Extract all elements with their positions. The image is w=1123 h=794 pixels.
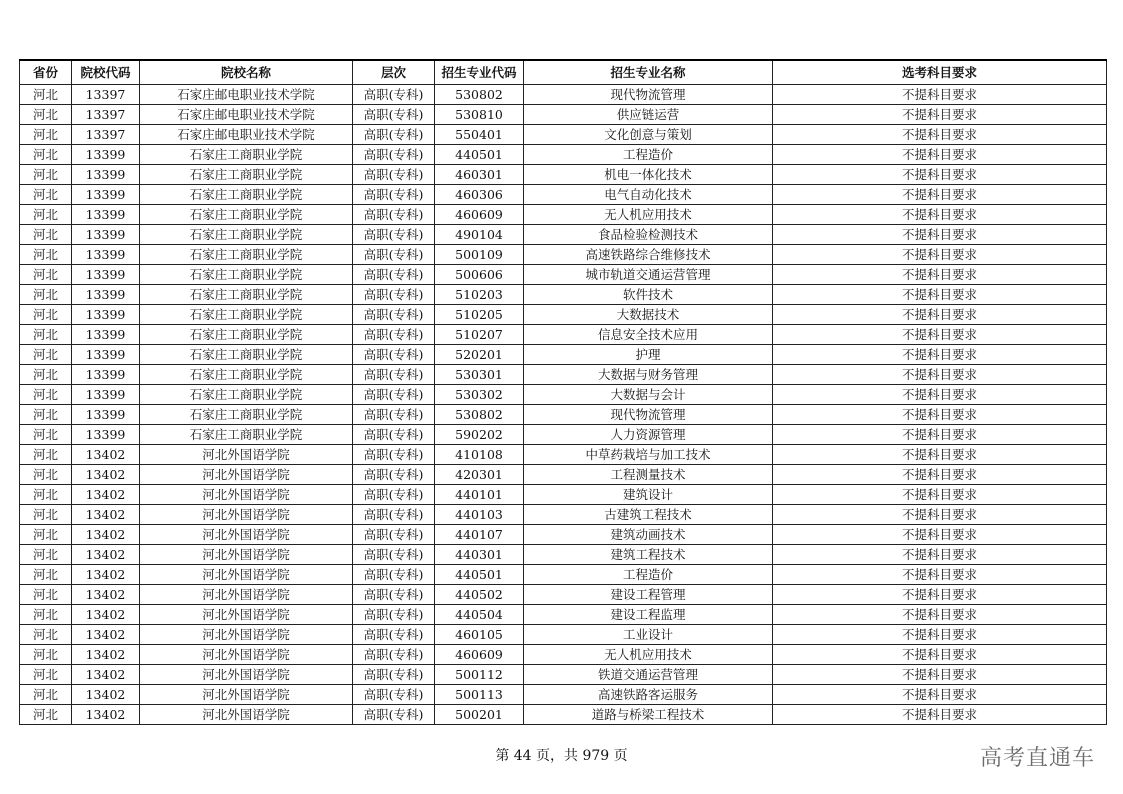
cell-major-code: 500606 bbox=[435, 265, 524, 285]
cell-major-name: 食品检验检测技术 bbox=[524, 225, 773, 245]
cell-major-code: 500113 bbox=[435, 685, 524, 705]
table-row bbox=[20, 565, 1107, 585]
cell-subject-requirement: 不提科目要求 bbox=[773, 85, 1107, 105]
cell-major-code: 550401 bbox=[435, 125, 524, 145]
table-row bbox=[20, 165, 1107, 185]
cell-level: 高职(专科) bbox=[353, 705, 435, 725]
table-row bbox=[20, 525, 1107, 545]
table-row bbox=[20, 205, 1107, 225]
cell-level: 高职(专科) bbox=[353, 365, 435, 385]
cell-subject-requirement: 不提科目要求 bbox=[773, 405, 1107, 425]
cell-school-code: 13399 bbox=[72, 385, 140, 405]
table-row bbox=[20, 185, 1107, 205]
cell-school-code: 13399 bbox=[72, 165, 140, 185]
table-row bbox=[20, 145, 1107, 165]
cell-school-code: 13397 bbox=[72, 85, 140, 105]
cell-school-code: 13402 bbox=[72, 645, 140, 665]
cell-subject-requirement: 不提科目要求 bbox=[773, 565, 1107, 585]
header-school-code: 院校代码 bbox=[72, 60, 140, 85]
table-row bbox=[20, 245, 1107, 265]
cell-major-code: 440504 bbox=[435, 605, 524, 625]
cell-major-name: 高速铁路综合维修技术 bbox=[524, 245, 773, 265]
cell-major-code: 530802 bbox=[435, 405, 524, 425]
cell-level: 高职(专科) bbox=[353, 245, 435, 265]
cell-level: 高职(专科) bbox=[353, 345, 435, 365]
cell-subject-requirement: 不提科目要求 bbox=[773, 185, 1107, 205]
cell-major-name: 供应链运营 bbox=[524, 105, 773, 125]
cell-major-code: 500201 bbox=[435, 705, 524, 725]
cell-province: 河北 bbox=[20, 665, 72, 685]
cell-major-name: 工业设计 bbox=[524, 625, 773, 645]
cell-school-name: 石家庄工商职业学院 bbox=[140, 245, 353, 265]
cell-subject-requirement: 不提科目要求 bbox=[773, 705, 1107, 725]
cell-major-code: 460105 bbox=[435, 625, 524, 645]
header-major-code: 招生专业代码 bbox=[435, 60, 524, 85]
cell-province: 河北 bbox=[20, 545, 72, 565]
cell-major-code: 440107 bbox=[435, 525, 524, 545]
cell-school-name: 石家庄工商职业学院 bbox=[140, 425, 353, 445]
table-row bbox=[20, 645, 1107, 665]
cell-school-code: 13399 bbox=[72, 345, 140, 365]
cell-school-name: 石家庄工商职业学院 bbox=[140, 225, 353, 245]
admissions-table bbox=[19, 59, 1107, 725]
cell-level: 高职(专科) bbox=[353, 325, 435, 345]
cell-major-code: 530302 bbox=[435, 385, 524, 405]
table-row bbox=[20, 325, 1107, 345]
cell-school-name: 河北外国语学院 bbox=[140, 665, 353, 685]
cell-level: 高职(专科) bbox=[353, 465, 435, 485]
cell-major-name: 现代物流管理 bbox=[524, 405, 773, 425]
table-header bbox=[20, 60, 1107, 85]
cell-subject-requirement: 不提科目要求 bbox=[773, 225, 1107, 245]
cell-level: 高职(专科) bbox=[353, 685, 435, 705]
cell-province: 河北 bbox=[20, 605, 72, 625]
cell-school-code: 13402 bbox=[72, 625, 140, 645]
cell-school-code: 13399 bbox=[72, 225, 140, 245]
cell-province: 河北 bbox=[20, 445, 72, 465]
table-row bbox=[20, 625, 1107, 645]
cell-province: 河北 bbox=[20, 425, 72, 445]
cell-school-name: 河北外国语学院 bbox=[140, 645, 353, 665]
cell-level: 高职(专科) bbox=[353, 105, 435, 125]
cell-major-name: 道路与桥梁工程技术 bbox=[524, 705, 773, 725]
cell-province: 河北 bbox=[20, 485, 72, 505]
cell-subject-requirement: 不提科目要求 bbox=[773, 685, 1107, 705]
cell-province: 河北 bbox=[20, 385, 72, 405]
cell-school-code: 13397 bbox=[72, 125, 140, 145]
table-row bbox=[20, 465, 1107, 485]
cell-school-name: 河北外国语学院 bbox=[140, 485, 353, 505]
cell-school-name: 石家庄工商职业学院 bbox=[140, 285, 353, 305]
cell-school-name: 河北外国语学院 bbox=[140, 545, 353, 565]
cell-school-code: 13399 bbox=[72, 185, 140, 205]
cell-subject-requirement: 不提科目要求 bbox=[773, 665, 1107, 685]
cell-school-code: 13402 bbox=[72, 465, 140, 485]
cell-school-name: 河北外国语学院 bbox=[140, 705, 353, 725]
cell-subject-requirement: 不提科目要求 bbox=[773, 385, 1107, 405]
cell-school-code: 13402 bbox=[72, 585, 140, 605]
cell-school-code: 13399 bbox=[72, 205, 140, 225]
cell-level: 高职(专科) bbox=[353, 525, 435, 545]
header-major-name: 招生专业名称 bbox=[524, 60, 773, 85]
cell-school-code: 13402 bbox=[72, 445, 140, 465]
cell-province: 河北 bbox=[20, 585, 72, 605]
cell-school-name: 石家庄工商职业学院 bbox=[140, 345, 353, 365]
cell-major-code: 420301 bbox=[435, 465, 524, 485]
cell-subject-requirement: 不提科目要求 bbox=[773, 145, 1107, 165]
cell-province: 河北 bbox=[20, 685, 72, 705]
cell-major-code: 510205 bbox=[435, 305, 524, 325]
header-subject-requirement: 选考科目要求 bbox=[773, 60, 1107, 85]
cell-school-code: 13399 bbox=[72, 265, 140, 285]
cell-school-name: 石家庄工商职业学院 bbox=[140, 385, 353, 405]
cell-level: 高职(专科) bbox=[353, 405, 435, 425]
cell-level: 高职(专科) bbox=[353, 145, 435, 165]
cell-major-code: 460306 bbox=[435, 185, 524, 205]
cell-province: 河北 bbox=[20, 85, 72, 105]
cell-province: 河北 bbox=[20, 225, 72, 245]
header-province: 省份 bbox=[20, 60, 72, 85]
cell-subject-requirement: 不提科目要求 bbox=[773, 425, 1107, 445]
cell-school-name: 石家庄工商职业学院 bbox=[140, 405, 353, 425]
table-row bbox=[20, 665, 1107, 685]
cell-level: 高职(专科) bbox=[353, 505, 435, 525]
header-row bbox=[20, 60, 1107, 85]
cell-major-name: 机电一体化技术 bbox=[524, 165, 773, 185]
cell-major-name: 建筑工程技术 bbox=[524, 545, 773, 565]
cell-school-code: 13399 bbox=[72, 285, 140, 305]
cell-subject-requirement: 不提科目要求 bbox=[773, 245, 1107, 265]
cell-school-name: 河北外国语学院 bbox=[140, 605, 353, 625]
table-row bbox=[20, 585, 1107, 605]
cell-school-name: 河北外国语学院 bbox=[140, 585, 353, 605]
cell-province: 河北 bbox=[20, 185, 72, 205]
cell-subject-requirement: 不提科目要求 bbox=[773, 265, 1107, 285]
table-row bbox=[20, 125, 1107, 145]
cell-school-name: 石家庄工商职业学院 bbox=[140, 265, 353, 285]
cell-subject-requirement: 不提科目要求 bbox=[773, 445, 1107, 465]
cell-subject-requirement: 不提科目要求 bbox=[773, 465, 1107, 485]
table-row bbox=[20, 305, 1107, 325]
cell-level: 高职(专科) bbox=[353, 605, 435, 625]
table-row bbox=[20, 425, 1107, 445]
cell-level: 高职(专科) bbox=[353, 385, 435, 405]
table-row bbox=[20, 685, 1107, 705]
cell-school-code: 13402 bbox=[72, 665, 140, 685]
cell-school-name: 河北外国语学院 bbox=[140, 505, 353, 525]
cell-province: 河北 bbox=[20, 705, 72, 725]
cell-level: 高职(专科) bbox=[353, 185, 435, 205]
cell-school-name: 石家庄邮电职业技术学院 bbox=[140, 85, 353, 105]
cell-major-name: 工程造价 bbox=[524, 565, 773, 585]
cell-province: 河北 bbox=[20, 245, 72, 265]
cell-level: 高职(专科) bbox=[353, 665, 435, 685]
cell-major-code: 590202 bbox=[435, 425, 524, 445]
table-row bbox=[20, 85, 1107, 105]
cell-subject-requirement: 不提科目要求 bbox=[773, 305, 1107, 325]
cell-subject-requirement: 不提科目要求 bbox=[773, 505, 1107, 525]
cell-school-code: 13402 bbox=[72, 565, 140, 585]
cell-school-name: 河北外国语学院 bbox=[140, 525, 353, 545]
table-row bbox=[20, 485, 1107, 505]
cell-subject-requirement: 不提科目要求 bbox=[773, 485, 1107, 505]
cell-school-code: 13399 bbox=[72, 325, 140, 345]
cell-level: 高职(专科) bbox=[353, 205, 435, 225]
cell-subject-requirement: 不提科目要求 bbox=[773, 165, 1107, 185]
cell-major-name: 现代物流管理 bbox=[524, 85, 773, 105]
cell-school-code: 13399 bbox=[72, 145, 140, 165]
cell-school-name: 石家庄工商职业学院 bbox=[140, 305, 353, 325]
cell-level: 高职(专科) bbox=[353, 425, 435, 445]
cell-major-code: 530802 bbox=[435, 85, 524, 105]
cell-major-code: 520201 bbox=[435, 345, 524, 365]
cell-major-code: 460301 bbox=[435, 165, 524, 185]
cell-major-name: 古建筑工程技术 bbox=[524, 505, 773, 525]
cell-subject-requirement: 不提科目要求 bbox=[773, 365, 1107, 385]
cell-major-name: 信息安全技术应用 bbox=[524, 325, 773, 345]
cell-province: 河北 bbox=[20, 345, 72, 365]
cell-school-name: 石家庄工商职业学院 bbox=[140, 365, 353, 385]
cell-major-code: 460609 bbox=[435, 205, 524, 225]
cell-major-code: 460609 bbox=[435, 645, 524, 665]
cell-school-name: 石家庄邮电职业技术学院 bbox=[140, 125, 353, 145]
cell-major-code: 440103 bbox=[435, 505, 524, 525]
cell-major-code: 510207 bbox=[435, 325, 524, 345]
cell-school-code: 13399 bbox=[72, 305, 140, 325]
cell-province: 河北 bbox=[20, 305, 72, 325]
cell-level: 高职(专科) bbox=[353, 565, 435, 585]
cell-subject-requirement: 不提科目要求 bbox=[773, 205, 1107, 225]
cell-province: 河北 bbox=[20, 505, 72, 525]
cell-level: 高职(专科) bbox=[353, 265, 435, 285]
cell-school-name: 石家庄工商职业学院 bbox=[140, 185, 353, 205]
table-row bbox=[20, 265, 1107, 285]
cell-province: 河北 bbox=[20, 525, 72, 545]
cell-subject-requirement: 不提科目要求 bbox=[773, 645, 1107, 665]
cell-major-name: 无人机应用技术 bbox=[524, 645, 773, 665]
cell-province: 河北 bbox=[20, 145, 72, 165]
cell-subject-requirement: 不提科目要求 bbox=[773, 325, 1107, 345]
page-number: 第 44 页，共 979 页 bbox=[495, 748, 628, 764]
table-row bbox=[20, 365, 1107, 385]
cell-major-code: 440301 bbox=[435, 545, 524, 565]
header-school-name: 院校名称 bbox=[140, 60, 353, 85]
cell-subject-requirement: 不提科目要求 bbox=[773, 345, 1107, 365]
cell-major-name: 电气自动化技术 bbox=[524, 185, 773, 205]
cell-subject-requirement: 不提科目要求 bbox=[773, 125, 1107, 145]
cell-province: 河北 bbox=[20, 325, 72, 345]
cell-school-name: 石家庄工商职业学院 bbox=[140, 325, 353, 345]
header-level: 层次 bbox=[353, 60, 435, 85]
cell-major-name: 人力资源管理 bbox=[524, 425, 773, 445]
cell-major-name: 工程造价 bbox=[524, 145, 773, 165]
cell-level: 高职(专科) bbox=[353, 225, 435, 245]
cell-level: 高职(专科) bbox=[353, 85, 435, 105]
cell-major-name: 建设工程监理 bbox=[524, 605, 773, 625]
cell-province: 河北 bbox=[20, 205, 72, 225]
cell-province: 河北 bbox=[20, 405, 72, 425]
cell-level: 高职(专科) bbox=[353, 445, 435, 465]
cell-level: 高职(专科) bbox=[353, 165, 435, 185]
cell-school-name: 石家庄邮电职业技术学院 bbox=[140, 105, 353, 125]
cell-major-code: 510203 bbox=[435, 285, 524, 305]
cell-school-code: 13397 bbox=[72, 105, 140, 125]
cell-school-code: 13399 bbox=[72, 405, 140, 425]
cell-school-code: 13402 bbox=[72, 685, 140, 705]
cell-school-name: 河北外国语学院 bbox=[140, 625, 353, 645]
cell-school-name: 河北外国语学院 bbox=[140, 685, 353, 705]
cell-province: 河北 bbox=[20, 625, 72, 645]
cell-school-code: 13402 bbox=[72, 525, 140, 545]
table-row bbox=[20, 285, 1107, 305]
watermark-logo: 高考直通车 bbox=[979, 746, 1095, 771]
cell-major-name: 建筑动画技术 bbox=[524, 525, 773, 545]
cell-province: 河北 bbox=[20, 465, 72, 485]
cell-major-code: 410108 bbox=[435, 445, 524, 465]
cell-province: 河北 bbox=[20, 165, 72, 185]
cell-level: 高职(专科) bbox=[353, 645, 435, 665]
cell-province: 河北 bbox=[20, 125, 72, 145]
cell-level: 高职(专科) bbox=[353, 545, 435, 565]
cell-major-code: 490104 bbox=[435, 225, 524, 245]
cell-major-code: 440502 bbox=[435, 585, 524, 605]
cell-subject-requirement: 不提科目要求 bbox=[773, 585, 1107, 605]
cell-subject-requirement: 不提科目要求 bbox=[773, 605, 1107, 625]
cell-major-name: 大数据与会计 bbox=[524, 385, 773, 405]
cell-school-code: 13399 bbox=[72, 425, 140, 445]
cell-subject-requirement: 不提科目要求 bbox=[773, 625, 1107, 645]
cell-school-code: 13399 bbox=[72, 245, 140, 265]
cell-school-code: 13402 bbox=[72, 605, 140, 625]
cell-school-name: 石家庄工商职业学院 bbox=[140, 165, 353, 185]
cell-major-code: 500112 bbox=[435, 665, 524, 685]
table-row bbox=[20, 105, 1107, 125]
table-row bbox=[20, 705, 1107, 725]
cell-major-name: 无人机应用技术 bbox=[524, 205, 773, 225]
cell-major-name: 大数据技术 bbox=[524, 305, 773, 325]
cell-major-name: 高速铁路客运服务 bbox=[524, 685, 773, 705]
cell-school-name: 石家庄工商职业学院 bbox=[140, 205, 353, 225]
cell-major-code: 500109 bbox=[435, 245, 524, 265]
table-row bbox=[20, 345, 1107, 365]
cell-major-code: 440101 bbox=[435, 485, 524, 505]
cell-major-code: 440501 bbox=[435, 565, 524, 585]
cell-subject-requirement: 不提科目要求 bbox=[773, 105, 1107, 125]
cell-school-code: 13402 bbox=[72, 545, 140, 565]
cell-major-code: 530810 bbox=[435, 105, 524, 125]
cell-subject-requirement: 不提科目要求 bbox=[773, 545, 1107, 565]
cell-level: 高职(专科) bbox=[353, 485, 435, 505]
cell-school-name: 河北外国语学院 bbox=[140, 565, 353, 585]
cell-major-name: 建设工程管理 bbox=[524, 585, 773, 605]
cell-province: 河北 bbox=[20, 645, 72, 665]
cell-major-name: 文化创意与策划 bbox=[524, 125, 773, 145]
cell-major-name: 城市轨道交通运营管理 bbox=[524, 265, 773, 285]
cell-province: 河北 bbox=[20, 265, 72, 285]
cell-province: 河北 bbox=[20, 365, 72, 385]
cell-school-code: 13402 bbox=[72, 485, 140, 505]
cell-level: 高职(专科) bbox=[353, 285, 435, 305]
cell-major-code: 440501 bbox=[435, 145, 524, 165]
cell-school-name: 河北外国语学院 bbox=[140, 465, 353, 485]
cell-school-name: 河北外国语学院 bbox=[140, 445, 353, 465]
table-row bbox=[20, 385, 1107, 405]
cell-province: 河北 bbox=[20, 105, 72, 125]
cell-province: 河北 bbox=[20, 285, 72, 305]
cell-province: 河北 bbox=[20, 565, 72, 585]
cell-level: 高职(专科) bbox=[353, 305, 435, 325]
cell-major-name: 建筑设计 bbox=[524, 485, 773, 505]
cell-school-code: 13402 bbox=[72, 505, 140, 525]
cell-school-code: 13399 bbox=[72, 365, 140, 385]
cell-major-name: 工程测量技术 bbox=[524, 465, 773, 485]
table-row bbox=[20, 605, 1107, 625]
cell-level: 高职(专科) bbox=[353, 125, 435, 145]
cell-school-name: 石家庄工商职业学院 bbox=[140, 145, 353, 165]
cell-major-name: 软件技术 bbox=[524, 285, 773, 305]
table-row bbox=[20, 445, 1107, 465]
cell-major-name: 中草药栽培与加工技术 bbox=[524, 445, 773, 465]
cell-major-code: 530301 bbox=[435, 365, 524, 385]
cell-major-name: 大数据与财务管理 bbox=[524, 365, 773, 385]
cell-level: 高职(专科) bbox=[353, 625, 435, 645]
cell-school-code: 13402 bbox=[72, 705, 140, 725]
table-row bbox=[20, 505, 1107, 525]
table-row bbox=[20, 405, 1107, 425]
table-row bbox=[20, 545, 1107, 565]
cell-subject-requirement: 不提科目要求 bbox=[773, 285, 1107, 305]
table-body bbox=[20, 85, 1107, 725]
cell-subject-requirement: 不提科目要求 bbox=[773, 525, 1107, 545]
cell-major-name: 护理 bbox=[524, 345, 773, 365]
table-row bbox=[20, 225, 1107, 245]
cell-level: 高职(专科) bbox=[353, 585, 435, 605]
cell-major-name: 铁道交通运营管理 bbox=[524, 665, 773, 685]
